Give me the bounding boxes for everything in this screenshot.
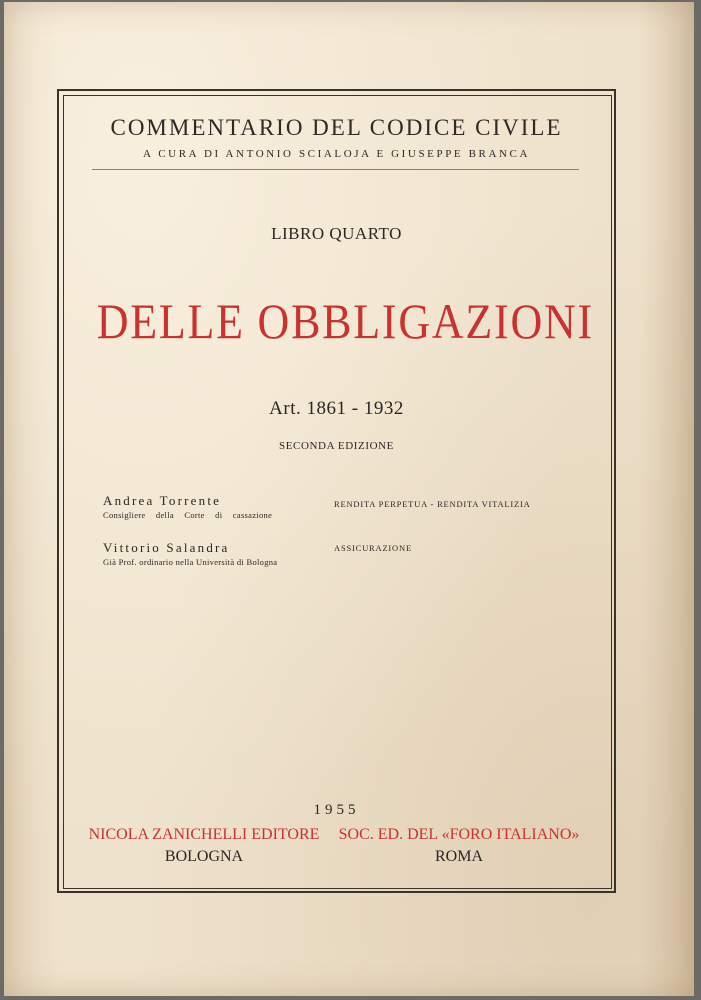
publisher-name (334, 826, 584, 844)
header-rule (92, 169, 579, 170)
publisher-city: ROMA (434, 848, 483, 865)
author-entry (103, 540, 277, 567)
author-role: Già Prof. ordinario nella Università di Bologna (103, 557, 278, 567)
publisher-city: BOLOGNA (164, 848, 244, 865)
author-topic: ASSICURAZIONE (334, 543, 412, 553)
publication-year: 1955 (313, 802, 360, 818)
publisher-name-text: SOC. ED. DEL «FORO ITALIANO» (338, 826, 580, 843)
author-name: Vittorio Salandra (103, 540, 230, 555)
book-number: LIBRO QUARTO (271, 224, 402, 243)
author-topic: RENDITA PERPETUA - RENDITA VITALIZIA (334, 499, 531, 509)
article-range: Art. 1861 - 1932 (269, 398, 404, 419)
series-title: COMMENTARIO DEL CODICE CIVILE (110, 115, 563, 140)
publisher-name (88, 826, 320, 844)
cover-frame-inner (63, 95, 612, 889)
publisher-name-text: NICOLA ZANICHELLI EDITORE (88, 826, 320, 843)
main-title: DELLE OBBLIGAZIONI (96, 293, 594, 349)
series-editors: A CURA DI ANTONIO SCIALOJA E GIUSEPPE BRANCA (142, 148, 531, 160)
author-entry (103, 493, 272, 520)
author-name: Andrea Torrente (103, 493, 222, 508)
book-cover (4, 2, 694, 996)
author-role: Consigliere della Corte di cassazione (103, 510, 273, 520)
edition: SECONDA EDIZIONE (278, 440, 394, 452)
